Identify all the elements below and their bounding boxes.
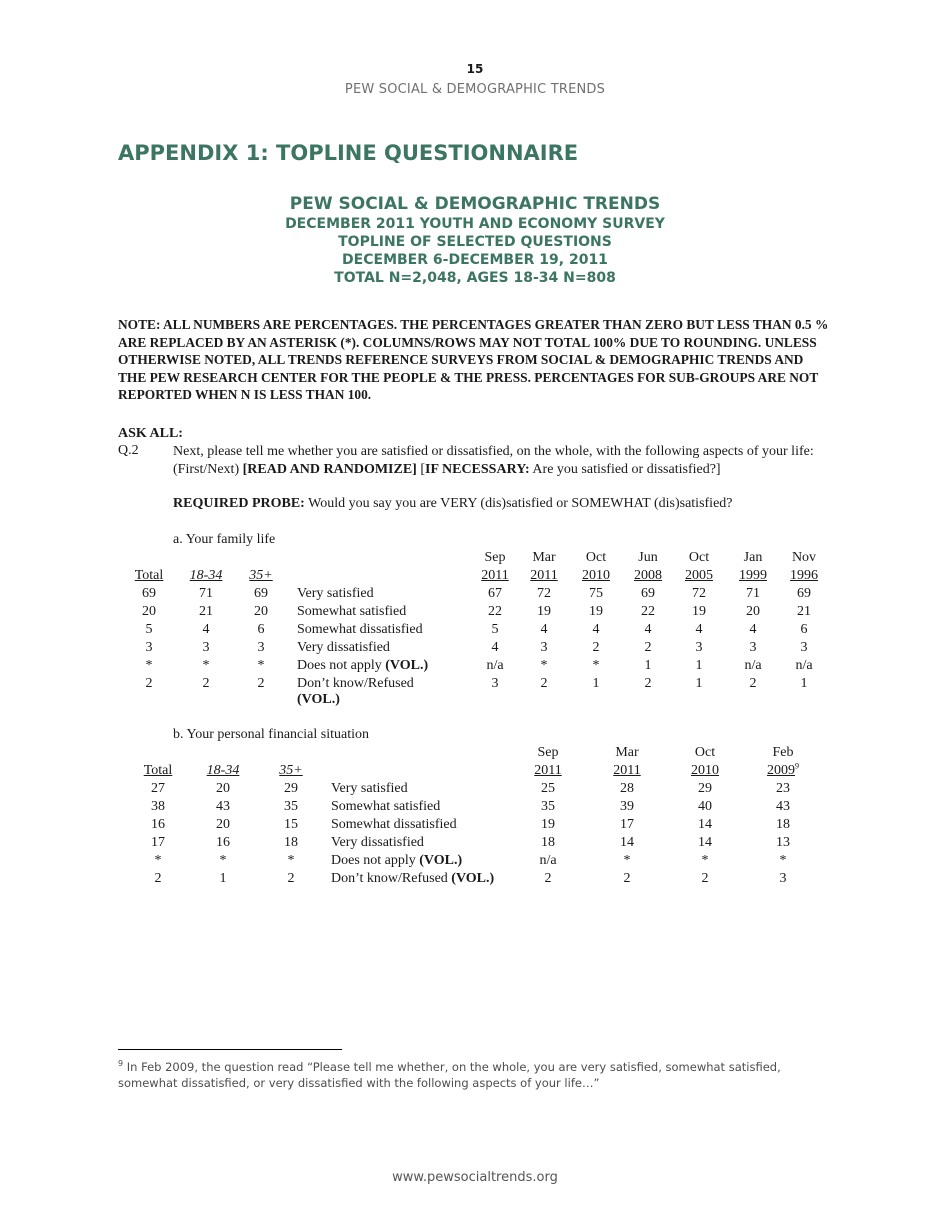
trend-value: 20 xyxy=(746,604,760,619)
trend-value: 3 xyxy=(695,640,703,655)
response-label-text: Does not apply xyxy=(331,853,420,868)
trend-year-label: 1999 xyxy=(739,568,767,583)
age-35-plus-value: * xyxy=(257,658,265,673)
age-35-plus-value: 2 xyxy=(257,676,265,691)
trend-value: 19 xyxy=(541,817,555,832)
trend-value: 3 xyxy=(800,640,808,655)
trend-value: 1 xyxy=(800,676,808,691)
response-label-text: Somewhat satisfied xyxy=(297,604,407,619)
trend-value: 1 xyxy=(592,676,600,691)
footer-url: www.pewsocialtrends.org xyxy=(392,1170,558,1185)
response-label xyxy=(297,658,428,674)
total-value: 27 xyxy=(151,781,165,796)
page-number: 15 xyxy=(466,62,484,76)
age-35-plus-value: * xyxy=(287,853,295,868)
volunteered-tag: (VOL.) xyxy=(385,658,429,673)
trend-value: 75 xyxy=(589,586,603,601)
total-value: 20 xyxy=(142,604,156,619)
subquestion-b-title: b. Your personal financial situation xyxy=(173,727,369,742)
age-18-34-value: * xyxy=(219,853,227,868)
total-value: 5 xyxy=(145,622,153,637)
trend-year-header xyxy=(691,763,719,779)
age-18-34-value: 71 xyxy=(199,586,213,601)
trend-value: 21 xyxy=(797,604,811,619)
question-text xyxy=(173,443,833,478)
question-text-part: Are you satisfied or dissatisfied?] xyxy=(529,461,721,477)
trend-value: 4 xyxy=(695,622,703,637)
title-topline: TOPLINE OF SELECTED QUESTIONS xyxy=(338,234,612,250)
trend-year-label: 2008 xyxy=(634,568,662,583)
total-value: 3 xyxy=(145,640,153,655)
trend-year-label: 2011 xyxy=(613,763,641,778)
total-value: * xyxy=(145,658,153,673)
trend-month-header: Mar xyxy=(532,550,556,565)
footnote-text: In Feb 2009, the question read “Please tell me whether, on the whole, you are very satisfied, somewhat satisfied, somewhat dissatisfied, or very dissatisfied with the following aspects of your life…” xyxy=(118,1060,781,1090)
trend-value: 13 xyxy=(776,835,790,850)
trend-year-label: 2011 xyxy=(534,763,562,778)
total-value: 38 xyxy=(151,799,165,814)
trend-year-label: 2011 xyxy=(530,568,558,583)
response-label xyxy=(297,622,423,638)
trend-value: 4 xyxy=(491,640,499,655)
trend-year-header xyxy=(613,763,640,779)
trend-value: 4 xyxy=(540,622,548,637)
question-text-part: Next, please tell me whether you are satisfied or dissatisfied, on the whole, with the following aspects of your life: (First/Next) xyxy=(173,444,814,477)
age-18-34-value: * xyxy=(202,658,210,673)
trend-year-header xyxy=(685,568,713,584)
trend-value: 3 xyxy=(491,676,499,691)
trend-year-header xyxy=(634,568,662,584)
if-necessary-instruction: IF NECESSARY: xyxy=(425,461,530,477)
trend-value: 2 xyxy=(592,640,600,655)
trend-value: 5 xyxy=(491,622,499,637)
probe-text: Would you say you are VERY (dis)satisfied or SOMEWHAT (dis)satisfied? xyxy=(304,496,733,511)
trend-value: 39 xyxy=(620,799,634,814)
ask-all-label: ASK ALL: xyxy=(118,426,183,441)
subquestion-a-title: a. Your family life xyxy=(173,532,276,547)
trend-value: 14 xyxy=(698,817,712,832)
age-35-plus-value: 69 xyxy=(254,586,268,601)
question-text-part: [ xyxy=(416,461,426,477)
total-value: * xyxy=(154,853,162,868)
response-label xyxy=(331,799,440,815)
footnote xyxy=(118,1059,818,1091)
trend-value: 2 xyxy=(644,676,652,691)
trend-value: n/a xyxy=(744,658,762,673)
age-18-34-value: 2 xyxy=(202,676,210,691)
trend-value: 19 xyxy=(589,604,603,619)
response-label xyxy=(297,640,390,656)
response-label-text: Somewhat dissatisfied xyxy=(297,622,423,637)
trend-value: 1 xyxy=(695,658,703,673)
trend-value: 43 xyxy=(776,799,790,814)
total-value: 69 xyxy=(142,586,156,601)
footnote-divider xyxy=(118,1049,342,1050)
trend-value: 1 xyxy=(695,676,703,691)
trend-value: 18 xyxy=(541,835,555,850)
volunteered-tag: (VOL.) xyxy=(297,692,340,707)
age-35-plus-header: 35+ xyxy=(279,763,303,778)
trend-year-label: 2010 xyxy=(582,568,610,583)
total-value: 16 xyxy=(151,817,165,832)
response-label-text: Very dissatisfied xyxy=(331,835,424,850)
trend-year-header xyxy=(530,568,557,584)
probe-label: REQUIRED PROBE: xyxy=(173,496,305,511)
age-35-plus-value: 15 xyxy=(284,817,298,832)
response-label xyxy=(297,586,374,602)
trend-value: 2 xyxy=(540,676,548,691)
trend-month-header: Sep xyxy=(484,550,506,565)
response-label xyxy=(331,835,424,851)
response-label xyxy=(297,604,406,620)
trend-month-header: Oct xyxy=(694,745,716,760)
trend-month-header: Oct xyxy=(585,550,607,565)
trend-value: * xyxy=(540,658,548,673)
trend-value: 4 xyxy=(592,622,600,637)
title-dates: DECEMBER 6-DECEMBER 19, 2011 xyxy=(342,252,608,268)
trend-value: 69 xyxy=(641,586,655,601)
trend-month-header: Jan xyxy=(743,550,763,565)
age-35-plus-value: 20 xyxy=(254,604,268,619)
age-35-plus-value: 35 xyxy=(284,799,298,814)
response-label-text: Don’t know/Refused xyxy=(297,676,414,691)
response-label-text: Very satisfied xyxy=(297,586,374,601)
age-18-34-header: 18-34 xyxy=(189,568,223,583)
trend-value: 69 xyxy=(797,586,811,601)
age-18-34-value: 21 xyxy=(199,604,213,619)
trend-month-header: Nov xyxy=(791,550,817,565)
trend-value: 22 xyxy=(488,604,502,619)
age-35-plus-value: 2 xyxy=(287,871,295,886)
trend-year-header xyxy=(739,568,767,584)
trend-value: * xyxy=(701,853,709,868)
age-18-34-value: 20 xyxy=(216,781,230,796)
trend-value: 29 xyxy=(698,781,712,796)
trend-value: 2 xyxy=(644,640,652,655)
trend-year-header xyxy=(534,763,561,779)
age-35-plus-value: 3 xyxy=(257,640,265,655)
trend-value: 19 xyxy=(537,604,551,619)
age-18-34-value: 20 xyxy=(216,817,230,832)
volunteered-tag: (VOL.) xyxy=(451,871,495,886)
trend-value: 3 xyxy=(779,871,787,886)
age-35-plus-value: 18 xyxy=(284,835,298,850)
total-value: 17 xyxy=(151,835,165,850)
trend-value: 3 xyxy=(749,640,757,655)
trend-year-label: 2010 xyxy=(691,763,719,778)
trend-year-header xyxy=(582,568,610,584)
response-label-text: Don’t know/Refused xyxy=(331,871,452,886)
response-label-text: Somewhat satisfied xyxy=(331,799,441,814)
response-label xyxy=(331,853,462,869)
age-35-plus-value: 29 xyxy=(284,781,298,796)
trend-value: * xyxy=(592,658,600,673)
question-number: Q.2 xyxy=(118,443,139,458)
trend-value: 2 xyxy=(701,871,709,886)
trend-month-header: Oct xyxy=(688,550,710,565)
response-label-text: Very dissatisfied xyxy=(297,640,390,655)
trend-value: 14 xyxy=(620,835,634,850)
trend-value: 14 xyxy=(698,835,712,850)
trend-value: n/a xyxy=(539,853,557,868)
trend-value: n/a xyxy=(486,658,504,673)
trend-value: 72 xyxy=(692,586,706,601)
trend-value: * xyxy=(779,853,787,868)
trend-value: 40 xyxy=(698,799,712,814)
volunteered-tag: (VOL.) xyxy=(419,853,463,868)
trend-value: 25 xyxy=(541,781,555,796)
running-header: PEW SOCIAL & DEMOGRAPHIC TRENDS xyxy=(344,82,606,97)
trend-value: 71 xyxy=(746,586,760,601)
trend-year-label: 2011 xyxy=(481,568,509,583)
methodology-note: NOTE: ALL NUMBERS ARE PERCENTAGES. THE PERCENTAGES GREATER THAN ZERO BUT LESS THAN 0.5 % ARE REPLACED BY AN ASTERISK (*). COLUMNS/ROWS MAY NOT TOTAL 100% DUE TO ROUNDING. UNLESS OTHERWISE NOTED, ALL TRENDS REFERENCE SURVEYS FROM SOCIAL & DEMOGRAPHIC TRENDS AND THE PEW RESEARCH CENTER FOR THE PEOPLE & THE PRESS. PERCENTAGES FOR SUB-GROUPS ARE NOT REPORTED WHEN N IS LESS THAN 100. xyxy=(118,317,829,403)
trend-value: 19 xyxy=(692,604,706,619)
trend-year-label: 2005 xyxy=(685,568,713,583)
trend-value: 23 xyxy=(776,781,790,796)
trend-value: 2 xyxy=(623,871,631,886)
trend-value: n/a xyxy=(795,658,813,673)
trend-value: 3 xyxy=(540,640,548,655)
response-label xyxy=(331,871,494,887)
trend-value: 2 xyxy=(749,676,757,691)
trend-value: 2 xyxy=(544,871,552,886)
total-value: 2 xyxy=(145,676,153,691)
title-survey: DECEMBER 2011 YOUTH AND ECONOMY SURVEY xyxy=(285,216,665,232)
trend-value: 28 xyxy=(620,781,634,796)
trend-value: 67 xyxy=(488,586,502,601)
footnote-marker: 9 xyxy=(118,1059,124,1069)
title-org: PEW SOCIAL & DEMOGRAPHIC TRENDS xyxy=(289,194,661,214)
trend-value: 4 xyxy=(749,622,757,637)
age-35-plus-value: 6 xyxy=(257,622,265,637)
age-18-34-header: 18-34 xyxy=(206,763,240,778)
age-18-34-value: 4 xyxy=(202,622,210,637)
trend-month-header: Mar xyxy=(615,745,639,760)
trend-value: 72 xyxy=(537,586,551,601)
footnote-reference: 9 xyxy=(795,761,799,771)
trend-year-label: 2009 xyxy=(767,763,795,778)
appendix-title: APPENDIX 1: TOPLINE QUESTIONNAIRE xyxy=(118,141,579,165)
trend-value: 4 xyxy=(644,622,652,637)
trend-year-label: 1996 xyxy=(790,568,818,583)
trend-value: 18 xyxy=(776,817,790,832)
response-label-text: Very satisfied xyxy=(331,781,408,796)
trend-value: 22 xyxy=(641,604,655,619)
age-18-34-value: 16 xyxy=(216,835,230,850)
age-18-34-value: 43 xyxy=(216,799,230,814)
title-sample-size: TOTAL N=2,048, AGES 18-34 N=808 xyxy=(334,270,616,286)
trend-value: 6 xyxy=(800,622,808,637)
age-35-plus-header: 35+ xyxy=(249,568,273,583)
trend-value: * xyxy=(623,853,631,868)
response-label xyxy=(331,817,457,833)
total-header: Total xyxy=(134,568,164,583)
response-label-text: Somewhat dissatisfied xyxy=(331,817,457,832)
trend-value: 17 xyxy=(620,817,634,832)
trend-month-header: Jun xyxy=(638,550,658,565)
total-value: 2 xyxy=(154,871,162,886)
trend-year-header xyxy=(790,568,818,584)
age-18-34-value: 1 xyxy=(219,871,227,886)
total-header: Total xyxy=(143,763,173,778)
read-randomize-instruction: [READ AND RANDOMIZE] xyxy=(242,461,417,477)
response-label xyxy=(297,676,414,708)
trend-value: 1 xyxy=(644,658,652,673)
response-label-text: Does not apply xyxy=(297,658,386,673)
required-probe xyxy=(173,496,733,512)
trend-month-header: Feb xyxy=(772,745,794,760)
age-18-34-value: 3 xyxy=(202,640,210,655)
trend-value: 35 xyxy=(541,799,555,814)
trend-year-header xyxy=(767,763,799,779)
response-label xyxy=(331,781,408,797)
trend-month-header: Sep xyxy=(537,745,559,760)
trend-year-header xyxy=(481,568,508,584)
